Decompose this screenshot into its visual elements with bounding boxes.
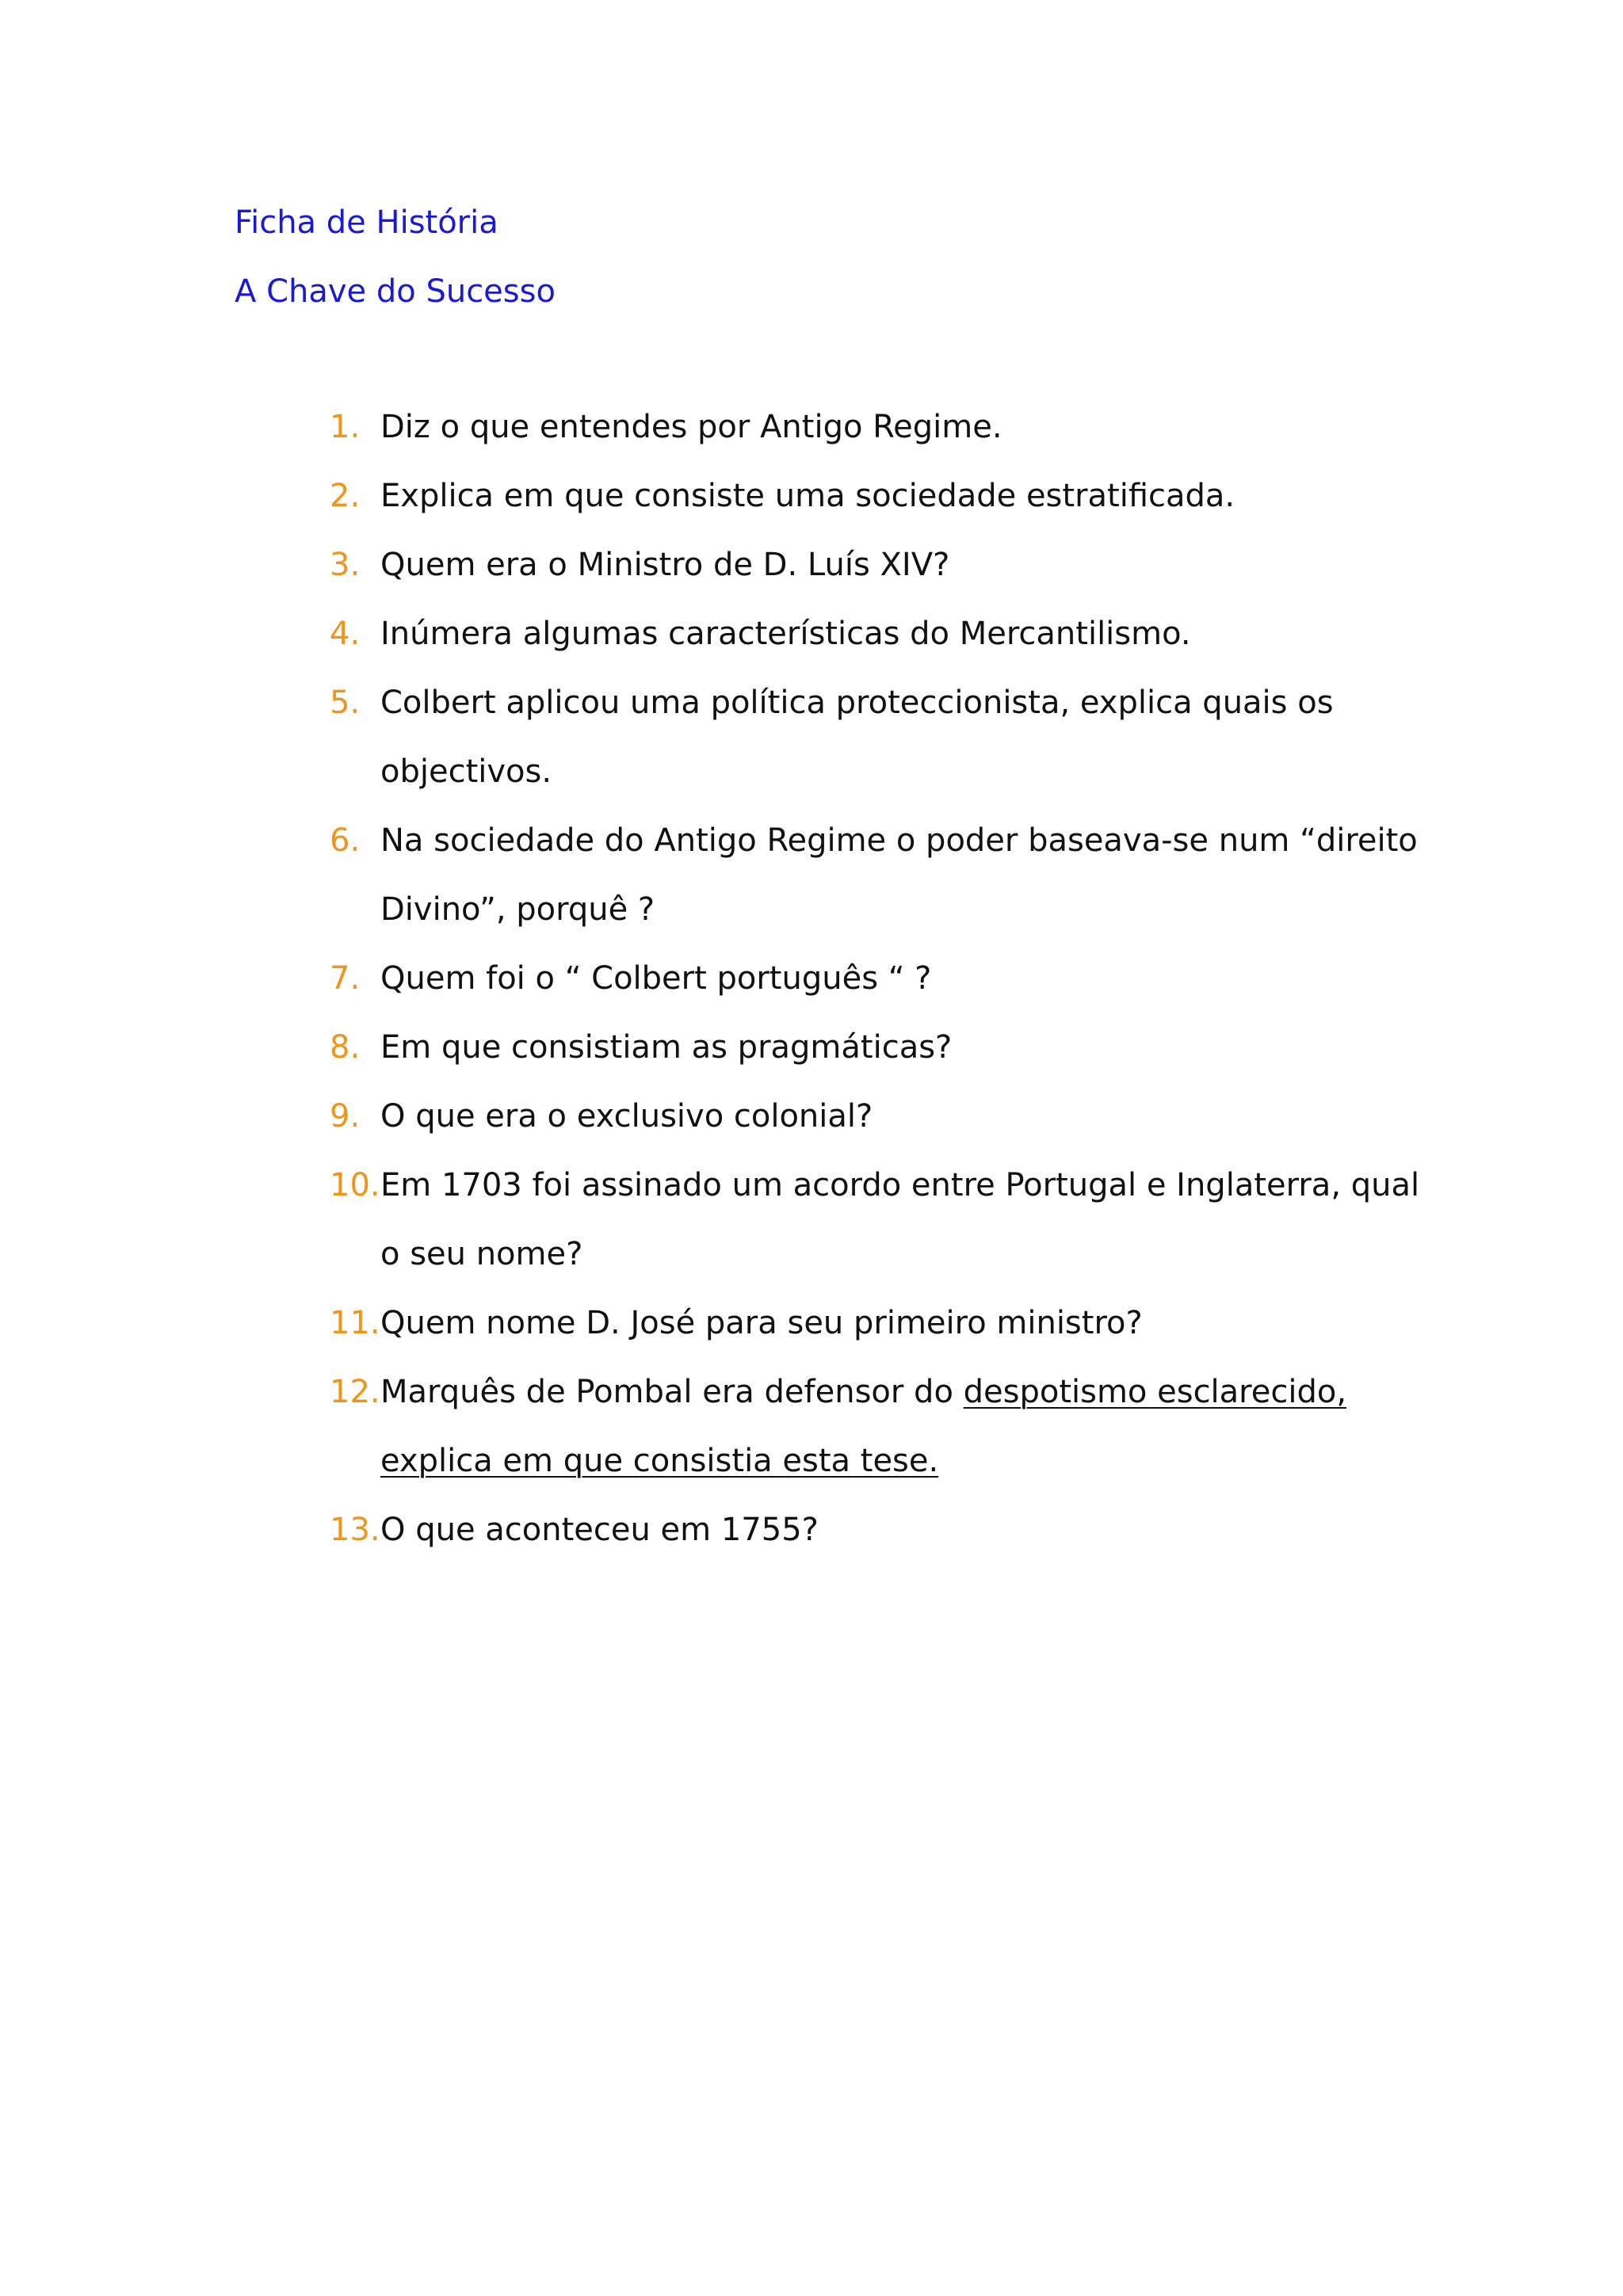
- question-text: Inúmera algumas características do Mercantilismo.: [380, 616, 1191, 652]
- question-number: 1.: [330, 409, 361, 445]
- question-item-1: [330, 393, 1400, 462]
- question-number: 4.: [330, 616, 361, 652]
- question-item-9: [330, 1082, 1400, 1151]
- question-item-2: [330, 462, 1400, 531]
- document-header: [235, 189, 556, 326]
- question-text: Quem foi o “ Colbert português “ ?: [380, 960, 932, 997]
- question-text-underlined: despotismo esclarecido,: [963, 1374, 1347, 1410]
- question-number: 9.: [330, 1098, 361, 1135]
- question-item-6: [330, 807, 1418, 944]
- question-item-8: [330, 1013, 1400, 1082]
- question-text: Quem era o Ministro de D. Luís XIV?: [380, 547, 950, 583]
- question-number: 5.: [330, 685, 361, 721]
- question-number: 7.: [330, 960, 361, 997]
- question-text: O que aconteceu em 1755?: [380, 1512, 819, 1548]
- question-item-3: [330, 531, 1400, 600]
- question-text: Diz o que entendes por Antigo Regime.: [380, 409, 1002, 445]
- question-item-10: [330, 1151, 1420, 1289]
- question-text: [380, 1358, 1400, 1427]
- question-text: Em que consistiam as pragmáticas?: [380, 1029, 953, 1066]
- question-list: [330, 393, 1420, 1565]
- question-text: Na sociedade do Antigo Regime o poder baseava-se num “direito: [380, 822, 1418, 859]
- question-text: Em 1703 foi assinado um acordo entre Portugal e Inglaterra, qual: [380, 1167, 1420, 1203]
- question-number: 12.: [330, 1374, 380, 1410]
- question-text: Colbert aplicou uma política proteccionista, explica quais os: [380, 685, 1334, 721]
- question-number: 13.: [330, 1512, 380, 1548]
- question-number: 6.: [330, 822, 361, 859]
- question-item-5: [330, 669, 1400, 807]
- document-title: Ficha de História: [235, 204, 498, 241]
- question-text-continued: [380, 1427, 1400, 1496]
- question-text: Explica em que consiste uma sociedade estratificada.: [380, 478, 1235, 514]
- question-text: O que era o exclusivo colonial?: [380, 1098, 873, 1135]
- question-text-continued: objectivos.: [380, 753, 552, 790]
- question-item-11: [330, 1289, 1400, 1358]
- question-item-13: [330, 1496, 1400, 1565]
- question-number: 3.: [330, 547, 361, 583]
- question-item-4: [330, 600, 1400, 669]
- question-item-12: [330, 1358, 1400, 1496]
- question-number: 2.: [330, 478, 361, 514]
- question-text-plain: Marquês de Pombal era defensor do: [380, 1374, 964, 1410]
- question-text: Quem nome D. José para seu primeiro ministro?: [380, 1305, 1143, 1341]
- question-text-continued: o seu nome?: [380, 1236, 583, 1272]
- question-number: 10.: [330, 1167, 380, 1203]
- question-number: 8.: [330, 1029, 361, 1066]
- question-item-7: [330, 944, 1400, 1013]
- document-subtitle: A Chave do Sucesso: [235, 273, 556, 310]
- question-text-continued: Divino”, porquê ?: [380, 891, 655, 928]
- question-text-underlined-continued: explica em que consistia esta tese.: [380, 1443, 939, 1479]
- question-number: 11.: [330, 1305, 380, 1341]
